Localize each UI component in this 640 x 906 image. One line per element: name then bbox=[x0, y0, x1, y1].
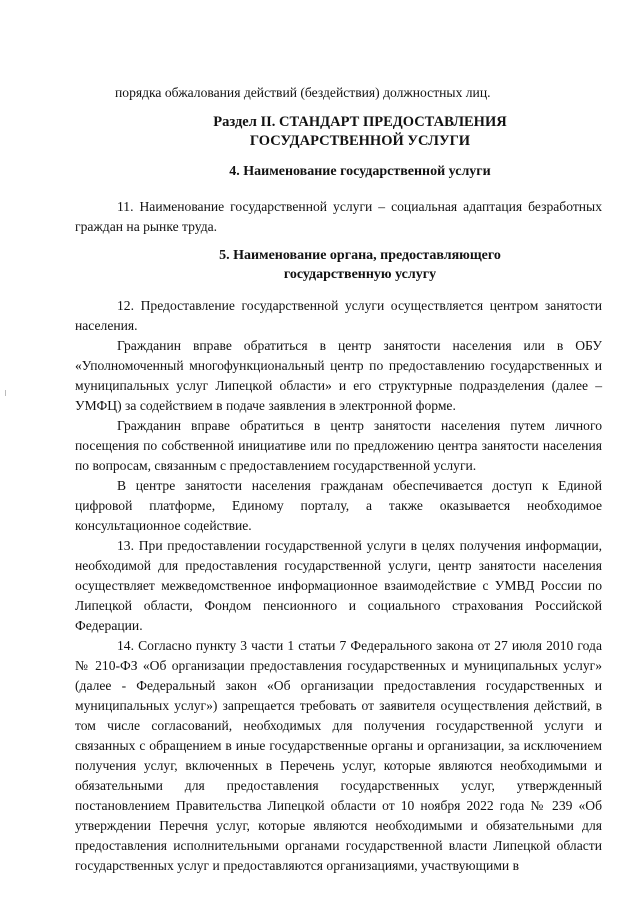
paragraph-14: 14. Согласно пункту 3 части 1 статьи 7 Федерального закона от 27 июля 2010 года № 210-ФЗ «Об организации предоставления государственных и муниципальных услуг» (далее - Федеральный закон «Об организации предоставления государственных и муниципальных услуг») запрещается требовать от заявителя осуществления действий, в том числе согласований, необходимых для получения государственной услуги и связанных с обращением в иные государственные органы и организации, за исключением получения услуг, включенных в Перечень услуг, которые являются необходимыми и обязательными для предоставления государственных услуг, утвержденный постановлением Правительства Липецкой области от 10 ноября 2022 года № 239 «Об утверждении Перечня услуг, которые являются необходимыми и обязательными для предоставления исполнительными органами государственной власти Липецкой области государственных услуг и предоставляются организациями, участвующими в bbox=[75, 638, 602, 873]
scan-mark bbox=[5, 390, 6, 396]
subsection-4-heading: 4. Наименование государственной услуги bbox=[229, 164, 491, 179]
section-title-line1: Раздел II. СТАНДАРТ ПРЕДОСТАВЛЕНИЯ bbox=[213, 114, 507, 130]
paragraph-11: 11. Наименование государственной услуги – социальная адаптация безработных граждан на рынке труда. bbox=[75, 199, 602, 234]
paragraph-12: 12. Предоставление государственной услуги осуществляется центром занятости населения. bbox=[75, 298, 602, 333]
paragraph-12-d: В центре занятости населения гражданам обеспечивается доступ к Единой цифровой платформе, Единому порталу, а также оказывается необходимое консультационное содействие. bbox=[75, 478, 602, 533]
continuation-line: порядка обжалования действий (бездействия) должностных лиц. bbox=[115, 85, 491, 100]
subsection-5-heading-line1: 5. Наименование органа, предоставляющего bbox=[219, 248, 501, 263]
paragraph-12-b: Гражданин вправе обратиться в центр занятости населения или в ОБУ «Уполномоченный многофункциональный центр по предоставлению государственных и муниципальных услуг Липецкой области» и его структурные подразделения (далее – УМФЦ) за содействием в подаче заявления в электронной форме. bbox=[75, 338, 602, 413]
paragraph-12-c: Гражданин вправе обратиться в центр занятости населения путем личного посещения по собственной инициативе или по предложению центра занятости населения по вопросам, связанным с предоставлением государственной услуги. bbox=[75, 418, 602, 473]
subsection-5-heading-line2: государственную услугу bbox=[283, 267, 437, 282]
section-title-line2: ГОСУДАРСТВЕННОЙ УСЛУГИ bbox=[249, 133, 471, 149]
paragraph-13: 13. При предоставлении государственной услуги в целях получения информации, необходимой для предоставления государственной услуги, центр занятости населения осуществляет межведомственное информационное взаимодействие с УМВД России по Липецкой области, Фондом пенсионного и социального страхования Российской Федерации. bbox=[75, 538, 602, 633]
